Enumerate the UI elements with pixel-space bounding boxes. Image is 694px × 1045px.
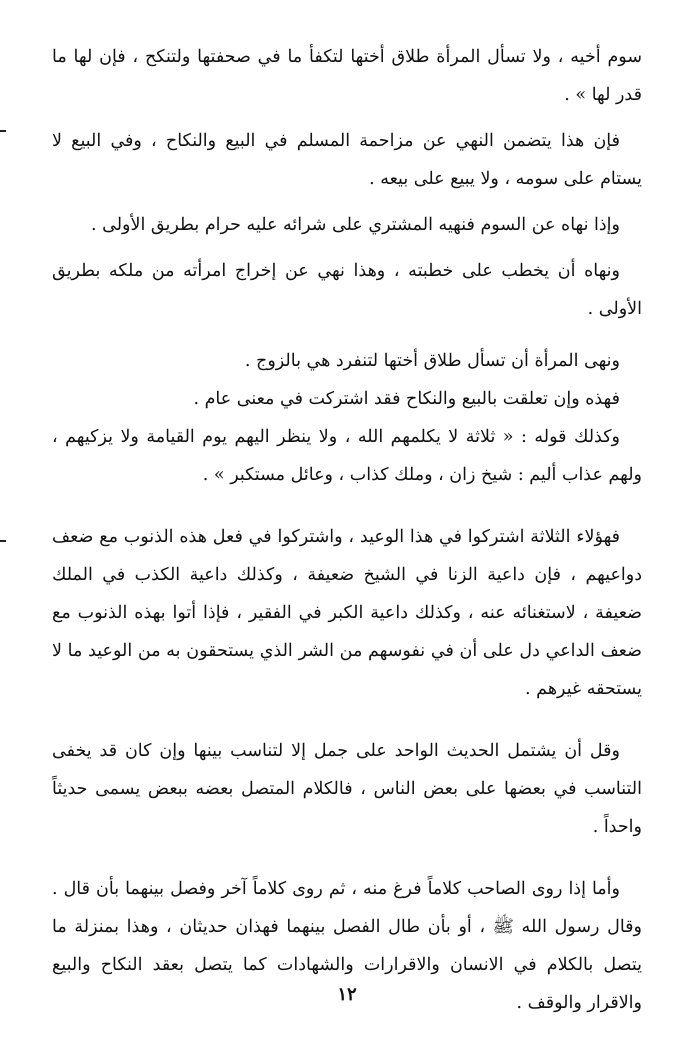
paragraph-6: فهذه وإن تعلقت بالبيع والنكاح فقد اشتركت في معنى عام . — [193, 389, 620, 409]
margin-mark-middle — [0, 540, 6, 542]
page-body — [52, 38, 642, 1022]
page-number: ١٢ — [337, 984, 357, 1005]
paragraph-3: وإذا نهاه عن السوم فنهيه المشتري على شرائه عليه حرام بطريق الأولى . — [91, 215, 620, 235]
paragraph-10: وأما إذا روى الصاحب كلاماً فرغ منه ، ثم روى كلاماً آخر وفصل بينهما بأن قال . وقال رسول الله ﷺ ، أو بأن طال الفصل بينهما فهذان حديثان ، وهذا بمنزلة ما يتصل بالكلام في الانسان والاقرارات والشهادات كما يتصل بعقد النكاح والبيع والاقرار والوقف . — [52, 879, 642, 1013]
paragraph-9: وقل أن يشتمل الحديث الواحد على جمل إلا لتناسب بينها وإن كان قد يخفى التناسب في بعضها على بعض الناس ، فالكلام المتصل بعضه ببعض يسمى حديثاً واحداً . — [52, 741, 642, 837]
paragraph-1: سوم أخيه ، ولا تسأل المرأة طلاق أختها لتكفأ ما في صحفتها ولتنكح ، فإن لها ما قدر لها » . — [52, 47, 642, 105]
paragraph-5: ونهى المرأة أن تسأل طلاق أختها لتنفرد هي بالزوج . — [244, 351, 620, 371]
paragraph-4: ونهاه أن يخطب على خطبته ، وهذا نهي عن إخراج امرأته من ملكه بطريق الأولى . — [52, 261, 642, 319]
paragraph-8: فهؤلاء الثلاثة اشتركوا في هذا الوعيد ، واشتركوا في فعل هذه الذنوب مع ضعف دواعيهم ، فإن داعية الزنا في الشيخ ضعيفة ، وكذلك داعية الكذب في الملك ضعيفة ، لاستغنائه عنه ، وكذلك داعية الكبر في الفقير ، فإذا أتوا بهذه الذنوب مع ضعف الداعي دل على أن في نفوسهم من الشر الذي يستحقون به من الوعيد ما لا يستحقه غيرهم . — [52, 527, 642, 699]
paragraph-7: وكذلك قوله : « ثلاثة لا يكلمهم الله ، ولا ينظر اليهم يوم القيامة ولا يزكيهم ، ولهم عذاب أليم : شيخ زان ، وملك كذاب ، وعائل مستكبر » . — [52, 427, 642, 485]
paragraph-2: فإن هذا يتضمن النهي عن مزاحمة المسلم في البيع والنكاح ، وفي البيع لا يستام على سومه ، ولا يبيع على بيعه . — [52, 131, 642, 189]
margin-mark-top — [0, 130, 6, 132]
